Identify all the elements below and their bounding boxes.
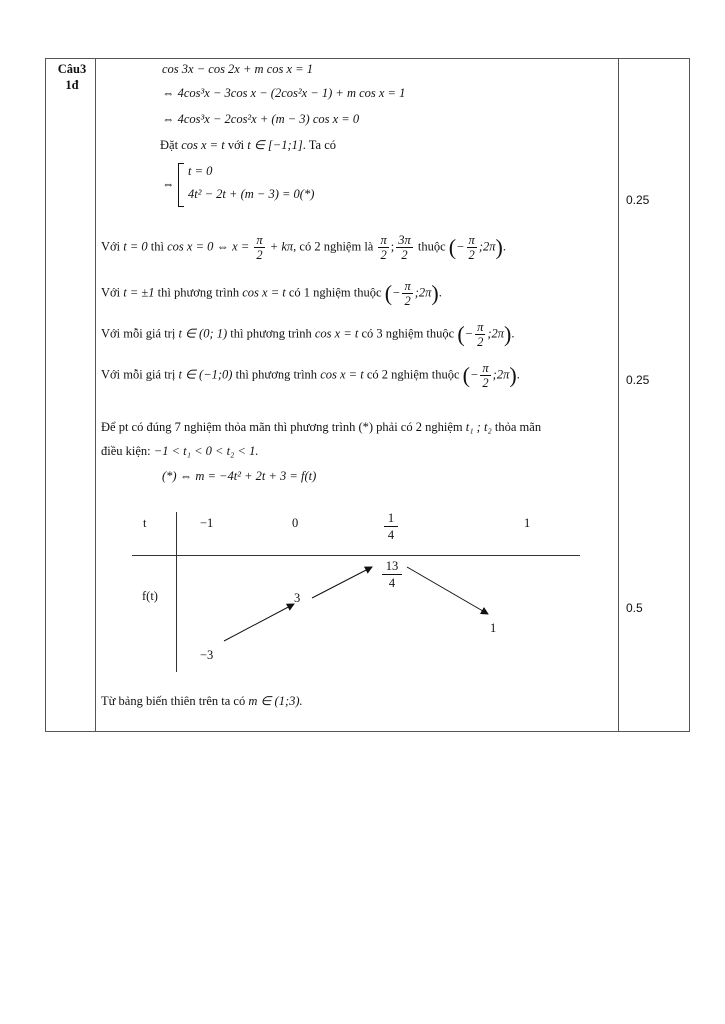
equation-line-1: cos 3x − cos 2x + m cos x = 1 [162, 62, 313, 76]
substitution-math: cos x = t [181, 138, 225, 152]
function-definition: (*) ⇔ m = −4t² + 2t + 3 = f(t) [162, 469, 317, 483]
p2-range-end: ;2π [414, 285, 432, 300]
max-denominator: 4 [388, 576, 396, 590]
conclusion-text: Từ bảng biến thiên trên ta có [101, 694, 246, 708]
p4-range-frac: $\frac{\pi}{2}$ [482, 361, 489, 390]
p4-text-a: Với mỗi giá trị [101, 367, 176, 382]
p1-text-c: thì [150, 239, 164, 254]
p6-math-b: −1 < t₁ < 0 < t₂ < 1. [153, 444, 259, 458]
arrow-increase-1 [224, 604, 294, 641]
p5-text-c: thỏa mãn [494, 420, 542, 434]
p1-frac-g: $\frac{\pi}{2}$ [380, 233, 387, 262]
p3-math-d: cos x = t [314, 326, 359, 341]
variation-t-label: t [143, 516, 147, 530]
paragraph-t-pm-one: Với t = ±1 thì phương trình cos x = t có 1 nghiệm thuộc (− $\frac{\pi}{2}$ ;2π). [101, 279, 442, 308]
p2-text-e: có 1 nghiệm thuộc [288, 285, 382, 300]
variation-t-one: 1 [524, 516, 531, 530]
p1-text-i: thuộc [417, 239, 446, 254]
p2-text-c: thì phương trình [157, 285, 240, 300]
p4-text-c: thì phương trình [235, 367, 318, 382]
score-3: 0.5 [626, 601, 643, 615]
p3-dot: . [511, 326, 515, 341]
paragraph-t-zero: Với t = 0 thì cos x = 0 ⇔ x = $\frac{\pi}{2}$ + kπ, có 2 nghiệm là $\frac{\pi}{2}$ ; $\frac{3\pi}{2}$ thuộc (− $\frac{\pi}{2}$ ;2π). [101, 233, 506, 262]
p1-sep: ; [390, 239, 395, 254]
quarter-denominator: 4 [387, 528, 395, 542]
p1-math-b: t = 0 [123, 239, 148, 254]
variation-f-end: 1 [490, 621, 497, 635]
equation-line-2: ⇔ 4cos³x − 3cos x − (2cos²x − 1) + m cos x = 1 [162, 86, 406, 100]
p3-text-c: thì phương trình [230, 326, 312, 341]
p1-frac-h: $\frac{3\pi}{2}$ [398, 233, 411, 262]
score-2: 0.25 [626, 373, 650, 387]
p4-math-b: t ∈ (−1;0) [178, 367, 233, 382]
substitution-voi: với [227, 138, 245, 152]
quarter-numerator: 1 [384, 511, 398, 527]
p1-math-e: + kπ [269, 239, 294, 254]
system-eq-1: t = 0 [188, 164, 213, 178]
variation-t-zero: 0 [292, 516, 299, 530]
p1-range-frac: $\frac{\pi}{2}$ [468, 233, 475, 262]
p3-range-end: ;2π [487, 326, 505, 341]
p2-range-frac: $\frac{\pi}{2}$ [404, 279, 411, 308]
p1-math-d: cos x = 0 ⇔ x = [167, 239, 250, 254]
arrow-increase-2 [312, 567, 372, 598]
p3-math-b: t ∈ (0; 1) [178, 326, 228, 341]
question-points: 1đ [65, 78, 79, 92]
variation-f-label: f(t) [142, 589, 158, 603]
p2-math-d: cos x = t [242, 285, 286, 300]
p1-range-end: ;2π [478, 239, 496, 254]
p4-range-minus: − [469, 367, 479, 382]
p1-frac-pi-2: $\frac{\pi}{2}$ [256, 233, 263, 262]
p1-text-f: , có 2 nghiệm là [293, 239, 374, 254]
p5-text-a: Để pt có đúng 7 nghiệm thỏa mãn thì phương trình (*) phải có 2 nghiệm [101, 420, 463, 434]
p1-range-minus: − [456, 239, 465, 254]
substitution-range: t ∈ [−1;1] [247, 138, 303, 152]
arrow-decrease [407, 567, 488, 614]
substitution-suffix: . Ta có [302, 138, 336, 152]
p2-math-b: t = ±1 [123, 285, 155, 300]
p2-text-a: Với [101, 285, 121, 300]
p3-range-frac: $\frac{\pi}{2}$ [477, 320, 484, 349]
p3-range-minus: − [464, 326, 474, 341]
p4-range-end: ;2π [492, 367, 510, 382]
variation-f-mid: 3 [294, 591, 301, 605]
substitution-prefix: Đặt [160, 138, 179, 152]
p4-dot: . [516, 367, 520, 382]
p6-text-a: điều kiện: [101, 444, 151, 458]
system-arrow: ⇔ [162, 177, 175, 191]
conclusion-math: m ∈ (1;3). [248, 694, 303, 708]
p4-text-e: có 2 nghiệm thuộc [366, 367, 460, 382]
p2-range-minus: − [392, 285, 401, 300]
p3-text-a: Với mỗi giá trị [101, 326, 176, 341]
paragraph-t-minus-one-zero: Với mỗi giá trị t ∈ (−1;0) thì phương trình cos x = t có 2 nghiệm thuộc (− $\frac{\pi}{2}$ ;2π). [101, 361, 520, 390]
p2-dot: . [438, 285, 442, 300]
p1-text-a: Với [101, 239, 121, 254]
p1-dot: . [502, 239, 506, 254]
score-1: 0.25 [626, 193, 650, 207]
max-numerator: 13 [382, 559, 402, 575]
equation-line-3: ⇔ 4cos³x − 2cos²x + (m − 3) cos x = 0 [162, 112, 360, 126]
variation-t-minus-one: −1 [200, 516, 214, 530]
conclusion-line [101, 693, 303, 709]
system-eq-2: 4t² − 2t + (m − 3) = 0(*) [188, 187, 315, 201]
question-label: Câu3 [57, 62, 87, 76]
p3-text-e: có 3 nghiệm thuộc [361, 326, 455, 341]
variation-f-start: −3 [200, 648, 214, 662]
paragraph-t-zero-one: Với mỗi giá trị t ∈ (0; 1) thì phương trình cos x = t có 3 nghiệm thuộc (− $\frac{\pi}{2}$ ;2π). [101, 320, 515, 349]
p5-math-b: t₁ ; t₂ [465, 420, 492, 434]
p4-math-d: cos x = t [320, 367, 364, 382]
